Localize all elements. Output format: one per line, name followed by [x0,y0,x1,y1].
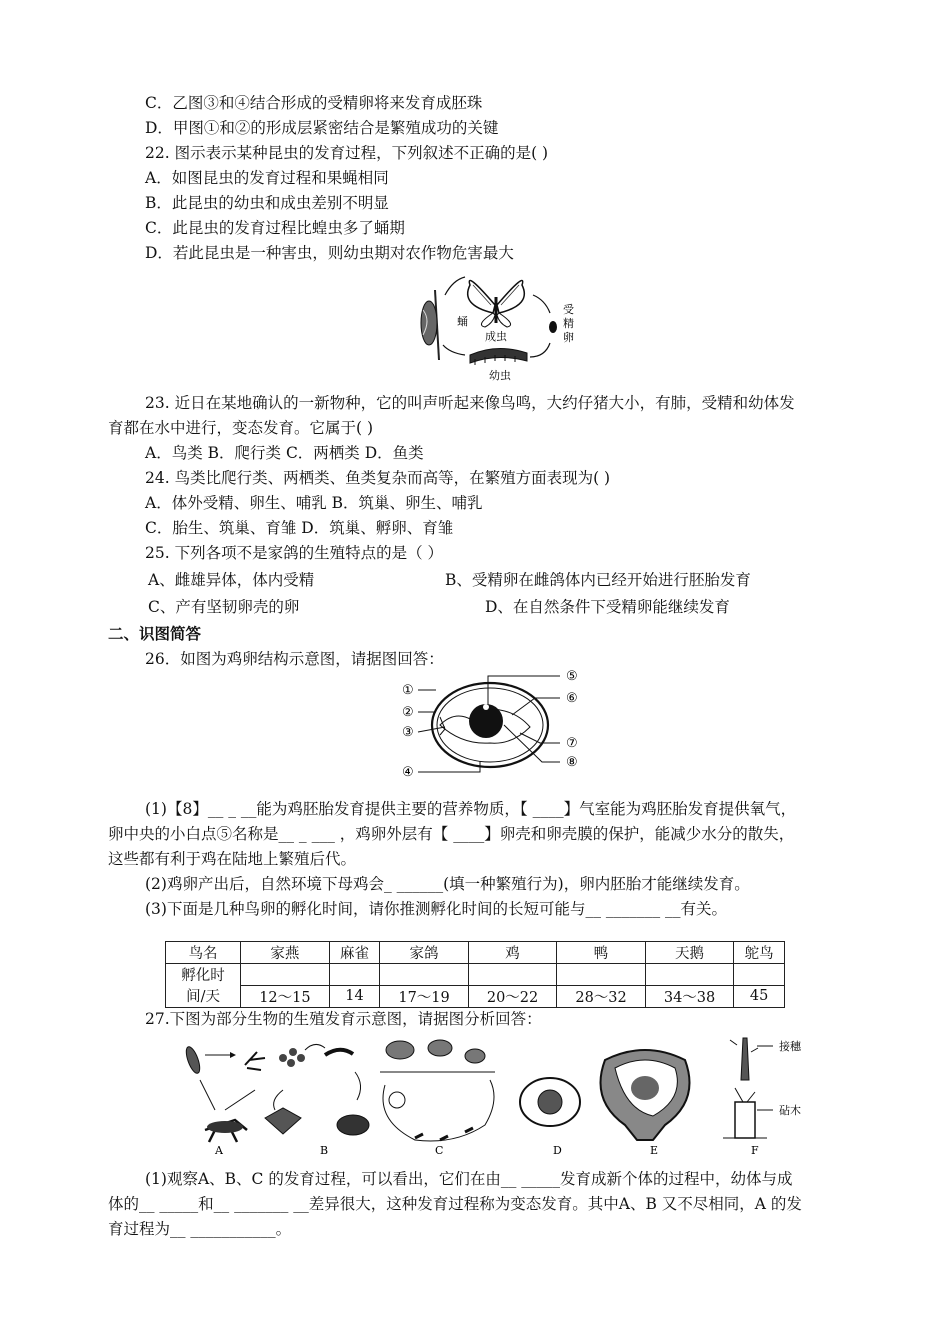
table-row [166,964,785,986]
figure-e-uterus [601,1050,690,1140]
q24-options-ab: A．体外受精、卵生、哺乳 B．筑巢、卵生、哺乳 [145,494,483,512]
figure-b-silkworm [265,1044,369,1135]
q24-stem: 24. 鸟类比爬行类、两栖类、鱼类复杂而高等，在繁殖方面表现为( ) [145,469,611,487]
scion-label: 接穗 [779,1040,801,1053]
q22-option-d: D．若此昆虫是一种害虫，则幼虫期对农作物危害最大 [145,244,514,262]
q26-part1-line1: (1)【8】__ _ __能为鸡胚胎发育提供主要的营养物质，【 ____】气室能为鸡胚胎发育提供氧气， [145,800,797,818]
butterfly-drawing [468,281,525,328]
egg-label-8: ⑧ [566,755,578,770]
larva-drawing [470,348,527,365]
egg-label-1: ① [402,683,414,698]
q26-part1-line3: 这些都有利于鸡在陆地上繁殖后代。 [108,850,357,868]
table-cell: 天鹅 [645,942,734,964]
figure-label-c: C [435,1144,444,1157]
table-cell: 34～38 [645,985,734,1007]
arrow-pupa-adult [445,277,465,295]
larva-label: 幼虫 [489,369,511,382]
egg-label-2: 精 [563,317,574,330]
q27-part1-line2: 体的__ _____和__ _______ __差异很大，这种发育过程称为变态发育。其中A、B 又不尽相同，A 的发 [108,1195,802,1213]
pupa-label: 蛹 [457,315,468,328]
egg-label-3: 卵 [563,331,574,344]
rootstock-label: 砧木 [779,1104,801,1117]
q23-stem-line2: 育都在水中进行，变态发育。它属于( ) [108,419,374,437]
hatching-time-table [165,941,785,1008]
q26-part1-line2: 卵中央的小白点⑤名称是__ _ ___ ，鸡卵外层有【 ____】卵壳和卵壳膜的保护，能减少水分的散失， [108,825,795,843]
q25-option-b: B、受精卵在雌鸽体内已经开始进行胚胎发育 [445,571,751,589]
q21-option-c: C．乙图③和④结合形成的受精卵将来发育成胚珠 [145,94,483,112]
arrow-egg-larva [530,343,550,357]
figure-label-e: E [650,1144,659,1157]
table-row [166,985,785,1007]
arrow-adult-egg [533,295,550,313]
figure-label-f: F [751,1144,759,1157]
table-cell: 鸡 [468,942,557,964]
q23-stem-line1: 23. 近日在某地确认的一新物种，它的叫声听起来像鸟鸣，大约仔猪大小，有肺，受精和幼体发 [145,394,795,412]
table-cell: 家燕 [241,942,330,964]
table-cell: 鸭 [557,942,646,964]
table-cell: 麻雀 [329,942,380,964]
table-cell: 28～32 [557,985,646,1007]
q27-part1-line3: 育过程为__ ___________。 [108,1220,292,1238]
q26-part2: (2)鸡卵产出后，自然环境下母鸡会_ ______(填一种繁殖行为)，卵内胚胎才能继续发育。 [145,875,750,893]
q22-option-c: C．此昆虫的发育过程比蝗虫多了蛹期 [145,219,405,237]
egg-label-6: ⑥ [566,691,578,706]
reproduction-figure [175,1030,815,1160]
q24-options-cd: C．胎生、筑巢、育雏 D．筑巢、孵卵、育雏 [145,519,454,537]
q22-option-a: A．如图昆虫的发育过程和果蝇相同 [145,169,389,187]
table-row-label: 孵化时 [166,964,241,986]
table-cell: 17～19 [380,985,469,1007]
q25-option-c: C、产有坚韧卵壳的卵 [148,598,300,616]
egg-structure-figure [400,665,590,780]
q21-option-d: D．甲图①和②的形成层紧密结合是繁殖成功的关键 [145,119,499,137]
q26-part3: (3)下面是几种鸟卵的孵化时间，请你推测孵化时间的长短可能与__ _______ __有关。 [145,900,728,918]
table-cell: 12～15 [241,985,330,1007]
table-cell: 鸵鸟 [734,942,785,964]
table-cell: 家鸽 [380,942,469,964]
q27-stem: 27.下图为部分生物的生殖发育示意图，请据图分析回答： [145,1010,542,1028]
table-header-row [166,942,785,964]
section-heading: 二、识图简答 [108,624,202,643]
arrow-larva-pupa [443,345,465,355]
egg-label-2: ② [402,705,414,720]
q23-options: A．鸟类 B．爬行类 C．两栖类 D．鱼类 [145,444,424,462]
figure-c-frog [380,1040,495,1141]
egg-drawing [549,321,557,333]
table-row-label: 间/天 [166,985,241,1007]
q25-option-a: A、雌雄异体，体内受精 [148,571,315,589]
adult-label: 成虫 [485,330,507,343]
egg-label-1: 受 [563,303,574,316]
egg-label-7: ⑦ [566,736,578,751]
figure-a-grasshopper [184,1045,265,1142]
egg-label-4: ④ [402,765,414,780]
egg-label-3: ③ [402,725,414,740]
q22-option-b: B．此昆虫的幼虫和成虫差别不明显 [145,194,389,212]
figure-label-b: B [320,1144,329,1157]
q22-stem: 22. 图示表示某种昆虫的发育过程，下列叙述不正确的是( ) [145,144,549,162]
q25-stem: 25. 下列各项不是家鸽的生殖特点的是（ ） [145,544,444,562]
figure-f-grafting [723,1038,773,1138]
q26-stem: 26．如图为鸡卵结构示意图，请据图回答： [145,650,444,668]
table-cell: 20～22 [468,985,557,1007]
figure-label-a: A [215,1144,223,1157]
q25-option-d: D、在自然条件下受精卵能继续发育 [485,598,730,616]
table-cell: 鸟名 [166,942,241,964]
table-cell: 45 [734,985,785,1007]
insect-lifecycle-figure [405,265,585,385]
q27-part1-line1: (1)观察A、B、C 的发育过程，可以看出，它们在由__ _____发育成新个体的过程中，幼体与成 [145,1170,793,1188]
table-cell: 14 [329,985,380,1007]
figure-d-egg [520,1078,580,1126]
figure-label-d: D [553,1144,562,1157]
egg-label-5: ⑤ [566,669,578,684]
pupa-drawing [421,290,439,360]
